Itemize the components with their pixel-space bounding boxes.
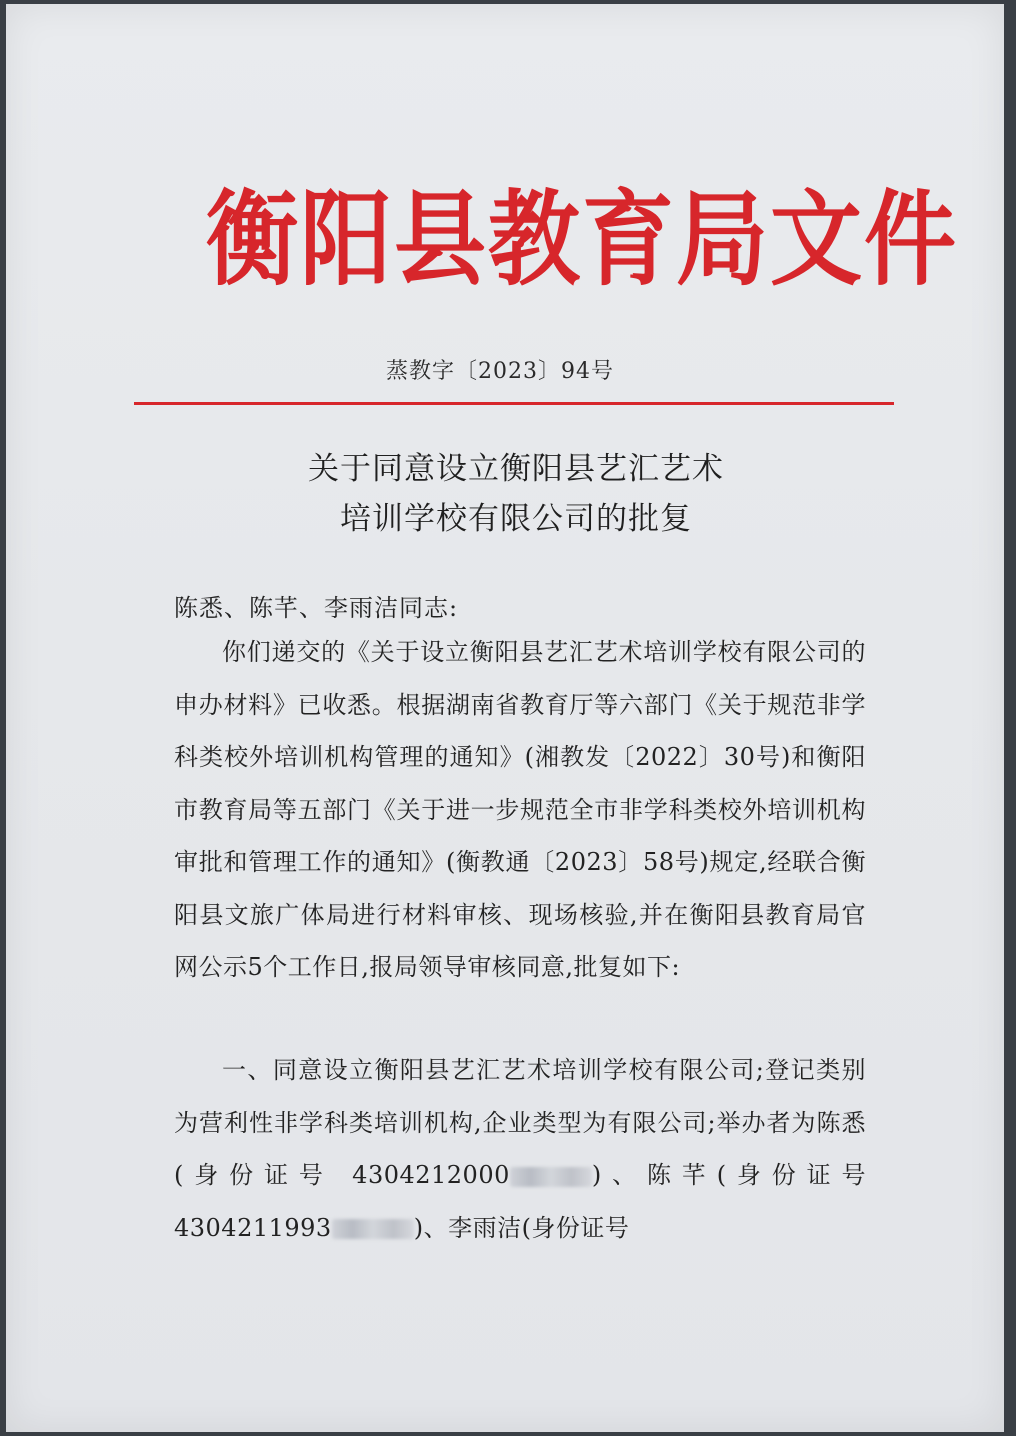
body-paragraph-1: 你们递交的《关于设立衡阳县艺汇艺术培训学校有限公司的申办材料》已收悉。根据湖南省教育厅等六部门《关于规范非学科类校外培训机构管理的通知》(湘教发〔2022〕30号)和衡阳市教育局等五部门《关于进一步规范全市非学科类校外培训机构审批和管理工作的通知》(衡教通〔2023〕58号)规定,经联合衡阳县文旅广体局进行材料审核、现场核验,并在衡阳县教育局官网公示5个工作日,报局领导审核同意,批复如下: [174,638,866,981]
subject-line-1: 关于同意设立衡阳县艺汇艺术 [308,451,724,487]
redacted-id-block [510,1167,592,1187]
document-issuer-title: 衡阳县教育局文件 [206,178,959,300]
subject-line-2: 培训学校有限公司的批复 [340,501,692,537]
red-divider-line [134,402,894,405]
salutation: 陈悉、陈芊、李雨洁同志: [174,594,459,622]
document-page [6,4,1004,1432]
body-paragraph-2 [174,1044,866,1254]
paragraph-2-text-a: 一、同意设立衡阳县艺汇艺术培训学校有限公司;登记类别为营利性非学科类培训机构,企业类型为有限公司;举办者为陈悉(身份证号 4304212000 [174,1056,866,1189]
paragraph-2-text-b: )、陈芊(身份证号 4304211993 [174,1161,867,1242]
document-subject [136,444,896,544]
paragraph-2-text-c: )、李雨洁(身份证号 [413,1213,630,1242]
document-number: 蒸教字〔2023〕94号 [386,359,614,384]
redacted-id-block [332,1219,414,1239]
